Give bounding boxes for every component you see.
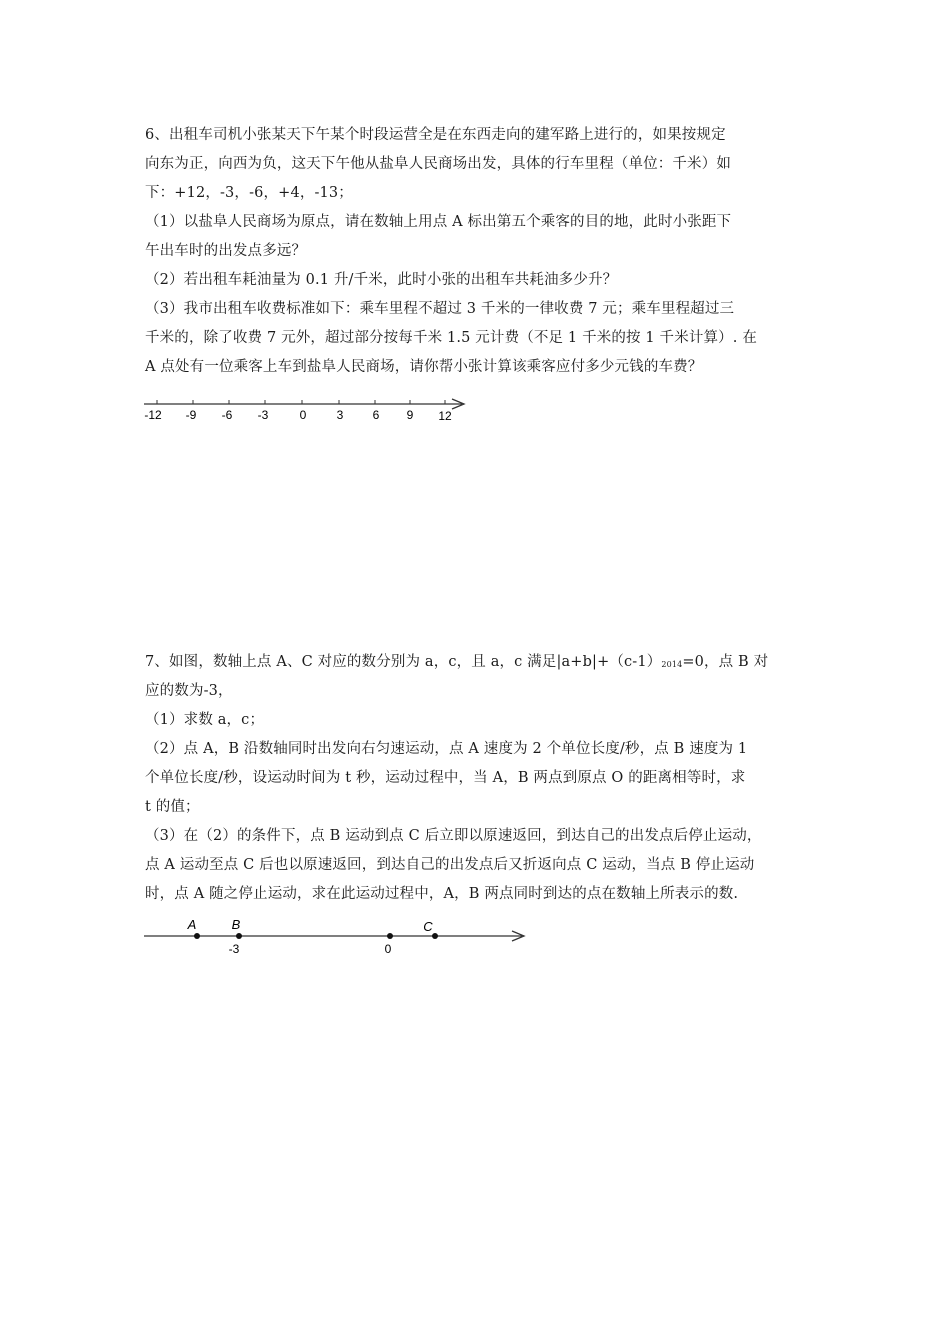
axis-tick-label: 3: [336, 408, 344, 422]
problem-7-line: t 的值；: [145, 799, 200, 815]
point-value: -3: [228, 942, 240, 956]
point-label: B: [231, 917, 241, 932]
point-c: [432, 933, 438, 939]
exponent: 2014: [661, 660, 683, 669]
problem-7-line: （2）点 A，B 沿数轴同时出发向右匀速运动，点 A 速度为 2 个单位长度/秒，点 B 速度为 1: [145, 741, 748, 757]
problem-7-text: 7、如图，数轴上点 A、C 对应的数分别为 a，c，且 a，c 满足|a+b|+（c-1）: [145, 654, 662, 670]
problem-7-line: 时，点 A 随之停止运动，求在此运动过程中，A，B 两点同时到达的点在数轴上所表示的数.: [145, 886, 739, 902]
problem-6-line: 6、出租车司机小张某天下午某个时段运营全是在东西走向的建军路上进行的，如果按规定: [145, 127, 726, 143]
axis-tick-label: -6: [221, 408, 233, 422]
problem-7-line: 应的数为-3，: [145, 683, 233, 699]
point-a: [194, 933, 200, 939]
problem-6-line: A 点处有一位乘客上车到盐阜人民商场，请你帮小张计算该乘客应付多少元钱的车费？: [145, 359, 703, 375]
point-b: [236, 933, 242, 939]
point-label: A: [187, 917, 197, 932]
axis-tick-label: -3: [257, 408, 269, 422]
problem-7-line: （3）在（2）的条件下，点 B 运动到点 C 后立即以原速返回，到达自己的出发点后停止运动，: [145, 828, 762, 844]
problem-6-line: 向东为正，向西为负，这天下午他从盐阜人民商场出发，具体的行车里程（单位：千米）如: [145, 156, 731, 172]
axis-tick-label: 0: [299, 408, 307, 422]
axis-tick-label: 6: [372, 408, 380, 422]
problem-6-line: 千米的，除了收费 7 元外，超过部分按每千米 1.5 元计费（不足 1 千米的按 1 千米计算）. 在: [145, 330, 757, 346]
problem-6-line: 下：+12，-3，-6，+4，-13；: [145, 185, 353, 201]
problem-6: [145, 121, 813, 382]
point-value: 0: [384, 942, 392, 956]
number-line-figure-6: [140, 392, 480, 428]
problem-6-line: （2）若出租车耗油量为 0.1 升/千米，此时小张的出租车共耗油多少升？: [145, 272, 618, 288]
problem-6-line: （1）以盐阜人民商场为原点，请在数轴上用点 A 标出第五个乘客的目的地，此时小张距下: [145, 214, 732, 230]
axis-tick-label: 12: [438, 409, 452, 423]
problem-7-line: 点 A 运动至点 C 后也以原速返回，到达自己的出发点后又折返向点 C 运动，当点 B 停止运动: [145, 857, 755, 873]
axis-tick-label: 9: [406, 408, 414, 422]
axis-tick-label: -12: [144, 408, 162, 422]
problem-7-line: 个单位长度/秒，设运动时间为 t 秒，运动过程中，当 A，B 两点到原点 O 的距离相等时，求: [145, 770, 746, 786]
point-label: C: [423, 919, 433, 934]
problem-6-line: 午出车时的出发点多远？: [145, 243, 307, 259]
problem-7-text: =0，点 B 对: [682, 654, 769, 670]
problem-7: [145, 648, 813, 909]
number-line-figure-7: [140, 916, 540, 960]
point-origin: [387, 933, 393, 939]
problem-6-line: （3）我市出租车收费标准如下：乘车里程不超过 3 千米的一律收费 7 元；乘车里程超过三: [145, 301, 735, 317]
axis-tick-label: -9: [185, 408, 197, 422]
problem-7-line: [145, 648, 813, 677]
problem-7-line: （1）求数 a，c；: [145, 712, 265, 728]
